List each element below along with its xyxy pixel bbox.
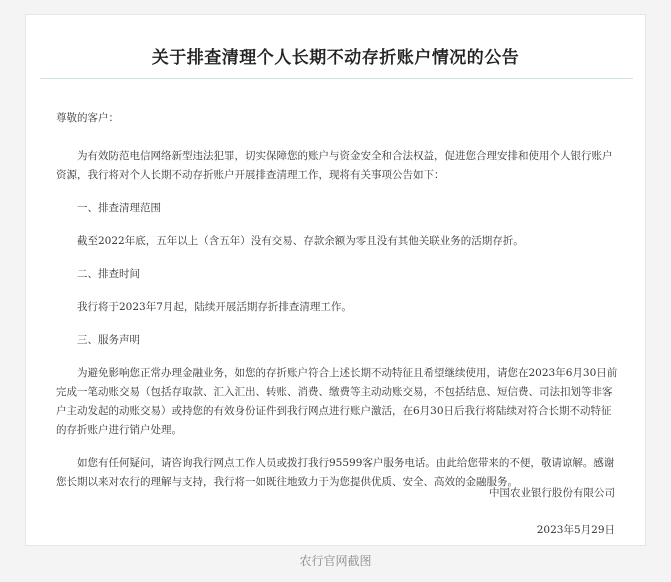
- signature-organization: 中国农业银行股份有限公司: [489, 487, 615, 499]
- section-2-body: 我行将于2023年7月起，陆续开展活期存折排查清理工作。: [77, 301, 352, 313]
- title-divider: [40, 78, 633, 79]
- greeting: 尊敬的客户：: [56, 112, 119, 124]
- closing-paragraph: 如您有任何疑问，请咨询我行网点工作人员或拨打我行95599客户服务电话。由此给您带来的不便，敬请谅解。感谢您长期以来对农行的理解与支持，我行将一如既往地致力于为您提供优质、安全、高效的金融服务。: [56, 457, 615, 488]
- notice-body: [56, 109, 621, 492]
- image-caption: 农行官网截图: [299, 554, 372, 568]
- notice-card: [25, 14, 646, 546]
- section-3-title: 三、服务声明: [77, 334, 140, 346]
- intro-paragraph: 为有效防范电信网络新型违法犯罪，切实保障您的账户与资金安全和合法权益，促进您合理安排和使用个人银行账户资源，我行将对个人长期不动存折账户开展排查清理工作，现将有关事项公告如下：: [56, 150, 613, 181]
- section-1-body: 截至2022年底，五年以上（含五年）没有交易、存款余额为零且没有其他关联业务的活期存折。: [77, 235, 524, 247]
- notice-title: 关于排查清理个人长期不动存折账户情况的公告: [151, 48, 520, 68]
- section-2-title: 二、排查时间: [77, 268, 140, 280]
- section-1-title: 一、排查清理范围: [77, 202, 161, 214]
- section-3-body: 为避免影响您正常办理金融业务，如您的存折账户符合上述长期不动特征且希望继续使用，请您在2023年6月30日前完成一笔动账交易（包括存取款、汇入汇出、转账、消费、缴费等主动动账交易，不包括结息、短信费、司法扣划等非客户主动发起的动账交易）或持您的有效身份证件到我行网点进行账户激活，在6月30日后我行将陆续对符合长期不动特征的存折账户进行销户处理。: [56, 367, 618, 436]
- signature-date: 2023年5月29日: [536, 524, 615, 536]
